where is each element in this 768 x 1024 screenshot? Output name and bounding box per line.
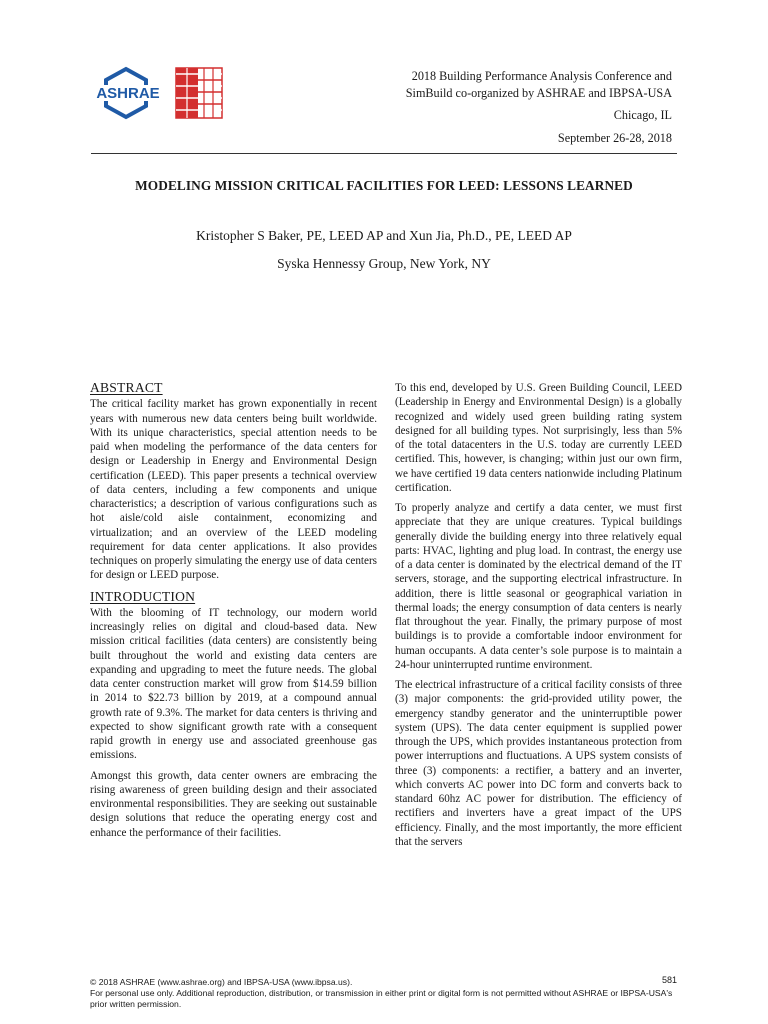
- right-paragraph-3: The electrical infrastructure of a critical facility consists of three (3) major components: the grid-provided utility power, the emergency standby generator and the uninterruptible power system (UPS). The data center equipment is supplied power through the UPS, which provides instantaneous protection from power interruptions and fluctuations. A UPS system consists of three (3) components: a rectifier, a battery and an inverter, which converts AC power into DC form and converts back to standard 60hz AC power for distribution. The efficiency of rectifiers and inverters have a great impact of the UPS efficiency. Finally, and the most importantly, the more efficient that the servers: [395, 679, 682, 848]
- intro-paragraph-1: With the blooming of IT technology, our modern world increasingly relies on digital and cloud-based data. New mission critical facilities (data centers) are consistently being built throughout the world and existing data centers are expanding and upgrading to meet the future needs. The global data center construction market will grow from $14.59 billion in 2014 to $22.73 billion by 2019, at a compound annual growth rate of 9.3%. The market for data centers is thriving and expected to show significant growth rate with a consequent rapid growth in energy use and associated greenhouse gas emissions.: [90, 606, 377, 762]
- ashrae-logo-text: ASHRAE: [96, 85, 160, 102]
- abstract-text: The critical facility market has grown exponentially in recent years with numerous new data centers being built worldwide. With its unique characteristics, special attention needs to be paid when modeling the performance of the data centers for design or Leadership in Energy and Environmental Design certification (LEED). This paper presents a technical overview of data centers, including a few components and unique characteristics; a description of various configurations such as hot aisle/cold aisle containment, economizing and virtualization; and an overview of the LEED modeling requirement for data center applications. It also provides techniques on properly simulating the energy use of data centers for design or LEED purpose.: [90, 398, 377, 582]
- conference-line-2: SimBuild co-organized by ASHRAE and IBPSA-USA: [405, 85, 672, 100]
- right-paragraph-2: To properly analyze and certify a data center, we must first appreciate that they are unique creatures. Typical buildings generally divide the building energy into three relatively equal parts: HVAC, lighting and plug load. In contrast, the energy use of a data center is dominated by the electrical demand of the IT servers, storage, and the supporting electrical infrastructure. In addition, there is little seasonal or geographical variation in thermal loads; the energy consumption of data centers is nearly flat throughout the year. Finally, the primary purpose of most buildings is to provide a comfortable indoor environment for human occupants. A data center’s sole purpose is to maintain a 24-hour uninterrupted runtime environment.: [395, 502, 682, 671]
- paper-affiliation: Syska Hennessy Group, New York, NY: [277, 256, 491, 271]
- right-paragraph-1: To this end, developed by U.S. Green Building Council, LEED (Leadership in Energy and Environmental Design) is a globally recognized and widely used green building rating system designed for all building types. Not surprisingly, less than 5% of the total datacenters in the U.S. today are currently LEED certified. This, however, is changing; within just our own firm, we have certified 19 data centers nationwide including Platinum certification.: [395, 382, 682, 494]
- footer-notice: For personal use only. Additional reproduction, distribution, or transmission in either print or digital form is not permitted without ASHRAE or IBPSA-USA's prior written permission.: [90, 988, 673, 1009]
- introduction-heading: INTRODUCTION: [90, 588, 196, 604]
- paper-authors: Kristopher S Baker, PE, LEED AP and Xun Jia, Ph.D., PE, LEED AP: [196, 228, 572, 243]
- ibpsa-usa-logo-icon: [176, 68, 222, 118]
- right-column: [395, 381, 682, 855]
- conference-location: Chicago, IL: [613, 108, 672, 122]
- abstract-heading: ABSTRACT: [90, 380, 163, 395]
- footer-copyright: © 2018 ASHRAE (www.ashrae.org) and IBPSA-USA (www.ibpsa.us).: [90, 977, 353, 987]
- header-logos: [96, 66, 226, 126]
- page-number: 581: [661, 975, 677, 985]
- left-column: [90, 381, 377, 846]
- conference-header: [342, 68, 672, 146]
- page-footer: [90, 977, 677, 1010]
- header-divider: [91, 153, 677, 154]
- intro-paragraph-2: Amongst this growth, data center owners are embracing the rising awareness of green building design and their associated environmental responsibilities. They are seeking out sustainable design solutions that reduce the operating energy cost and enhance the performance of their facilities.: [90, 769, 377, 839]
- ashrae-logo: [96, 69, 160, 117]
- paper-title: MODELING MISSION CRITICAL FACILITIES FOR LEED: LESSONS LEARNED: [135, 178, 633, 193]
- conference-line-1: 2018 Building Performance Analysis Conference and: [411, 69, 672, 83]
- conference-dates: September 26-28, 2018: [557, 130, 672, 145]
- logo-group: [96, 66, 226, 126]
